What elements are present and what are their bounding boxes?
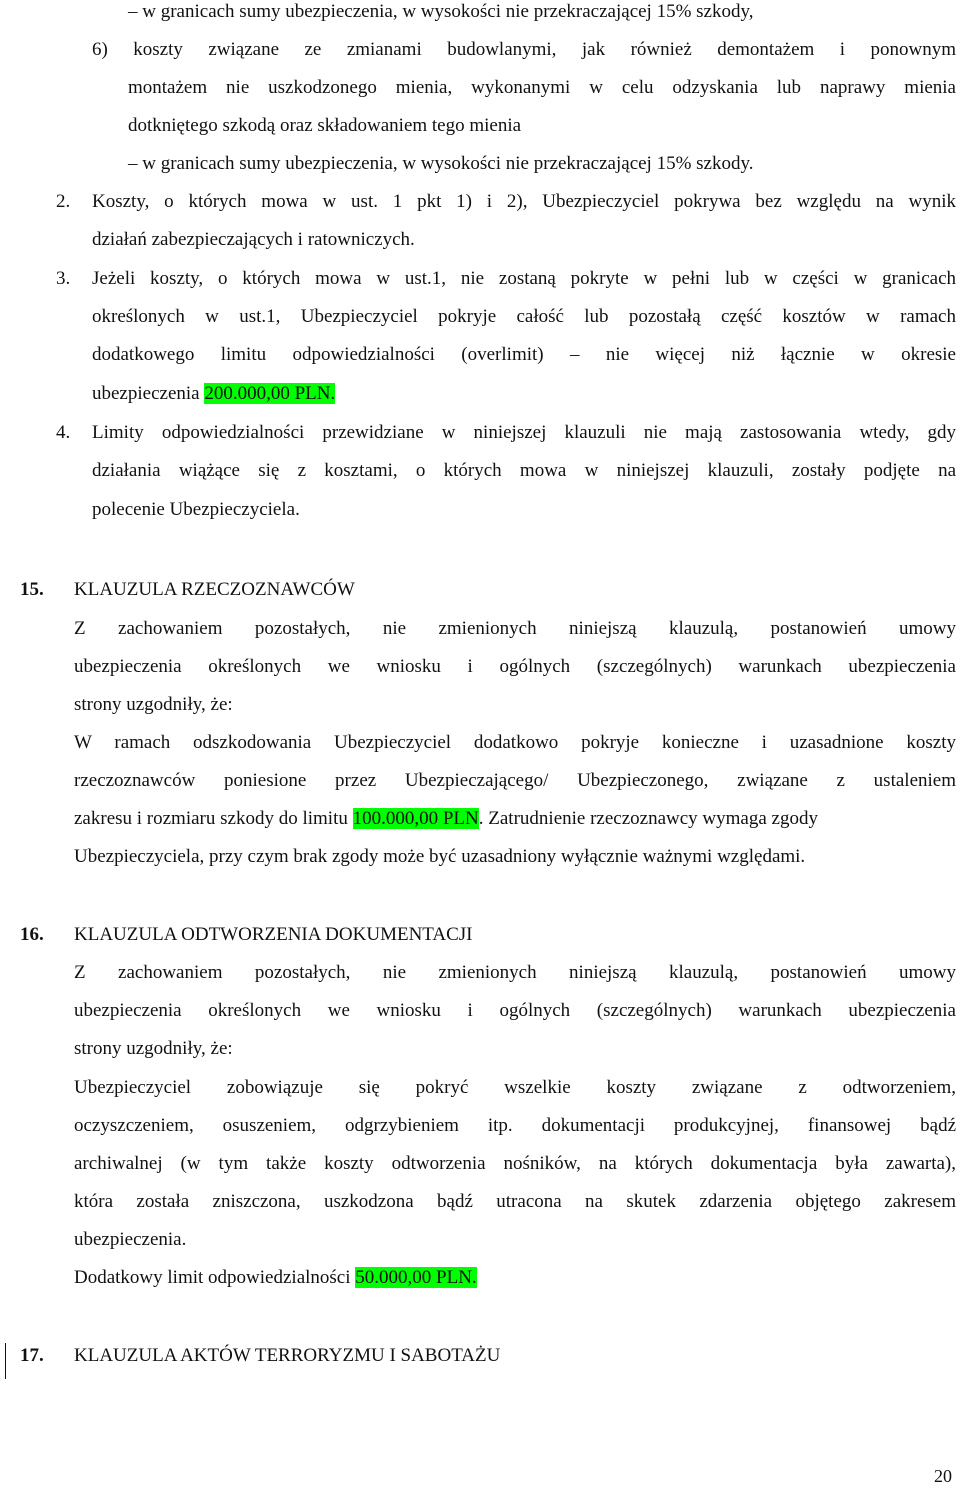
text-span: zakresu i rozmiaru szkody do limitu (74, 808, 353, 829)
text-line: strony uzgodniły, że: (74, 1038, 233, 1059)
paragraph-number: 3. (56, 268, 71, 289)
section-title: KLAUZULA RZECZOZNAWCÓW (74, 579, 355, 600)
highlighted-amount: 100.000,00 PLN (352, 808, 479, 829)
text-line: ubezpieczenia określonych we wniosku i ogólnych (szczególnych) warunkach ubezpieczenia (74, 656, 956, 677)
text-line: archiwalnej (w tym także koszty odtworzenia nośników, na których dokumentacja była zawarta), (74, 1153, 956, 1174)
text-span: ubezpieczenia (92, 383, 205, 404)
section-title: KLAUZULA ODTWORZENIA DOKUMENTACJI (74, 924, 473, 945)
section-number: 16. (20, 924, 44, 945)
text-line: Ubezpieczyciel zobowiązuje się pokryć wszelkie koszty związane z odtworzeniem, (74, 1077, 956, 1098)
text-line: dodatkowego limitu odpowiedzialności (overlimit) – nie więcej niż łącznie w okresie (92, 344, 956, 365)
text-line: Z zachowaniem pozostałych, nie zmienionych niniejszą klauzulą, postanowień umowy (74, 618, 956, 639)
text-line: 6) koszty związane ze zmianami budowlanymi, jak również demontażem i ponownym (92, 39, 956, 60)
text-line (74, 1266, 477, 1290)
highlighted-amount: 50.000,00 PLN. (355, 1267, 477, 1288)
text-line: Z zachowaniem pozostałych, nie zmienionych niniejszą klauzulą, postanowień umowy (74, 962, 956, 983)
text-line: ubezpieczenia. (74, 1229, 187, 1250)
page-number: 20 (934, 1466, 952, 1486)
text-line: polecenie Ubezpieczyciela. (92, 499, 300, 520)
paragraph-number: 4. (56, 422, 71, 443)
text-span: Dodatkowy limit odpowiedzialności (74, 1267, 356, 1288)
text-line: rzeczoznawców poniesione przez Ubezpieczającego/ Ubezpieczonego, związane z ustaleniem (74, 770, 956, 791)
text-line: montażem nie uszkodzonego mienia, wykonanymi w celu odzyskania lub naprawy mienia (128, 77, 956, 98)
text-line: działań zabezpieczających i ratowniczych. (92, 229, 415, 250)
text-span (74, 807, 818, 831)
text-line (74, 807, 956, 831)
text-line: ubezpieczenia określonych we wniosku i ogólnych (szczególnych) warunkach ubezpieczenia (74, 1000, 956, 1021)
text-line: strony uzgodniły, że: (74, 694, 233, 715)
text-line: W ramach odszkodowania Ubezpieczyciel dodatkowo pokryje konieczne i uzasadnione koszty (74, 732, 956, 753)
paragraph-number: 2. (56, 191, 71, 212)
text-line: określonych w ust.1, Ubezpieczyciel pokryje całość lub pozostałą część kosztów w ramach (92, 306, 956, 327)
section-number: 15. (20, 579, 44, 600)
change-bar (5, 1343, 6, 1379)
section-title: KLAUZULA AKTÓW TERRORYZMU I SABOTAŻU (74, 1345, 501, 1366)
text-span: . Zatrudnienie rzeczoznawcy wymaga zgody (478, 808, 818, 829)
text-line: Koszty, o których mowa w ust. 1 pkt 1) i 2), Ubezpieczyciel pokrywa bez względu na wynik (92, 191, 956, 212)
text-line: która została zniszczona, uszkodzona bądź utracona na skutek zdarzenia objętego zakresem (74, 1191, 956, 1212)
text-line (92, 382, 335, 406)
text-line: – w granicach sumy ubezpieczenia, w wysokości nie przekraczającej 15% szkody. (128, 153, 754, 174)
text-line: Limity odpowiedzialności przewidziane w niniejszej klauzuli nie mają zastosowania wtedy, gdy (92, 422, 956, 443)
text-line: oczyszczeniem, osuszeniem, odgrzybieniem itp. dokumentacji produkcyjnej, finansowej bądź (74, 1115, 956, 1136)
highlighted-dot: . (330, 383, 336, 404)
text-line: – w granicach sumy ubezpieczenia, w wysokości nie przekraczającej 15% szkody, (128, 1, 754, 22)
section-number: 17. (20, 1345, 44, 1366)
text-line: Jeżeli koszty, o których mowa w ust.1, nie zostaną pokryte w pełni lub w części w granicach (92, 268, 956, 289)
text-line: działania wiążące się z kosztami, o których mowa w niniejszej klauzuli, zostały podjęte na (92, 460, 956, 481)
highlighted-amount: 200.000,00 PLN (204, 383, 331, 404)
text-line: dotkniętego szkodą oraz składowaniem tego mienia (128, 115, 522, 136)
text-line: Ubezpieczyciela, przy czym brak zgody może być uzasadniony wyłącznie ważnymi względami. (74, 846, 806, 867)
